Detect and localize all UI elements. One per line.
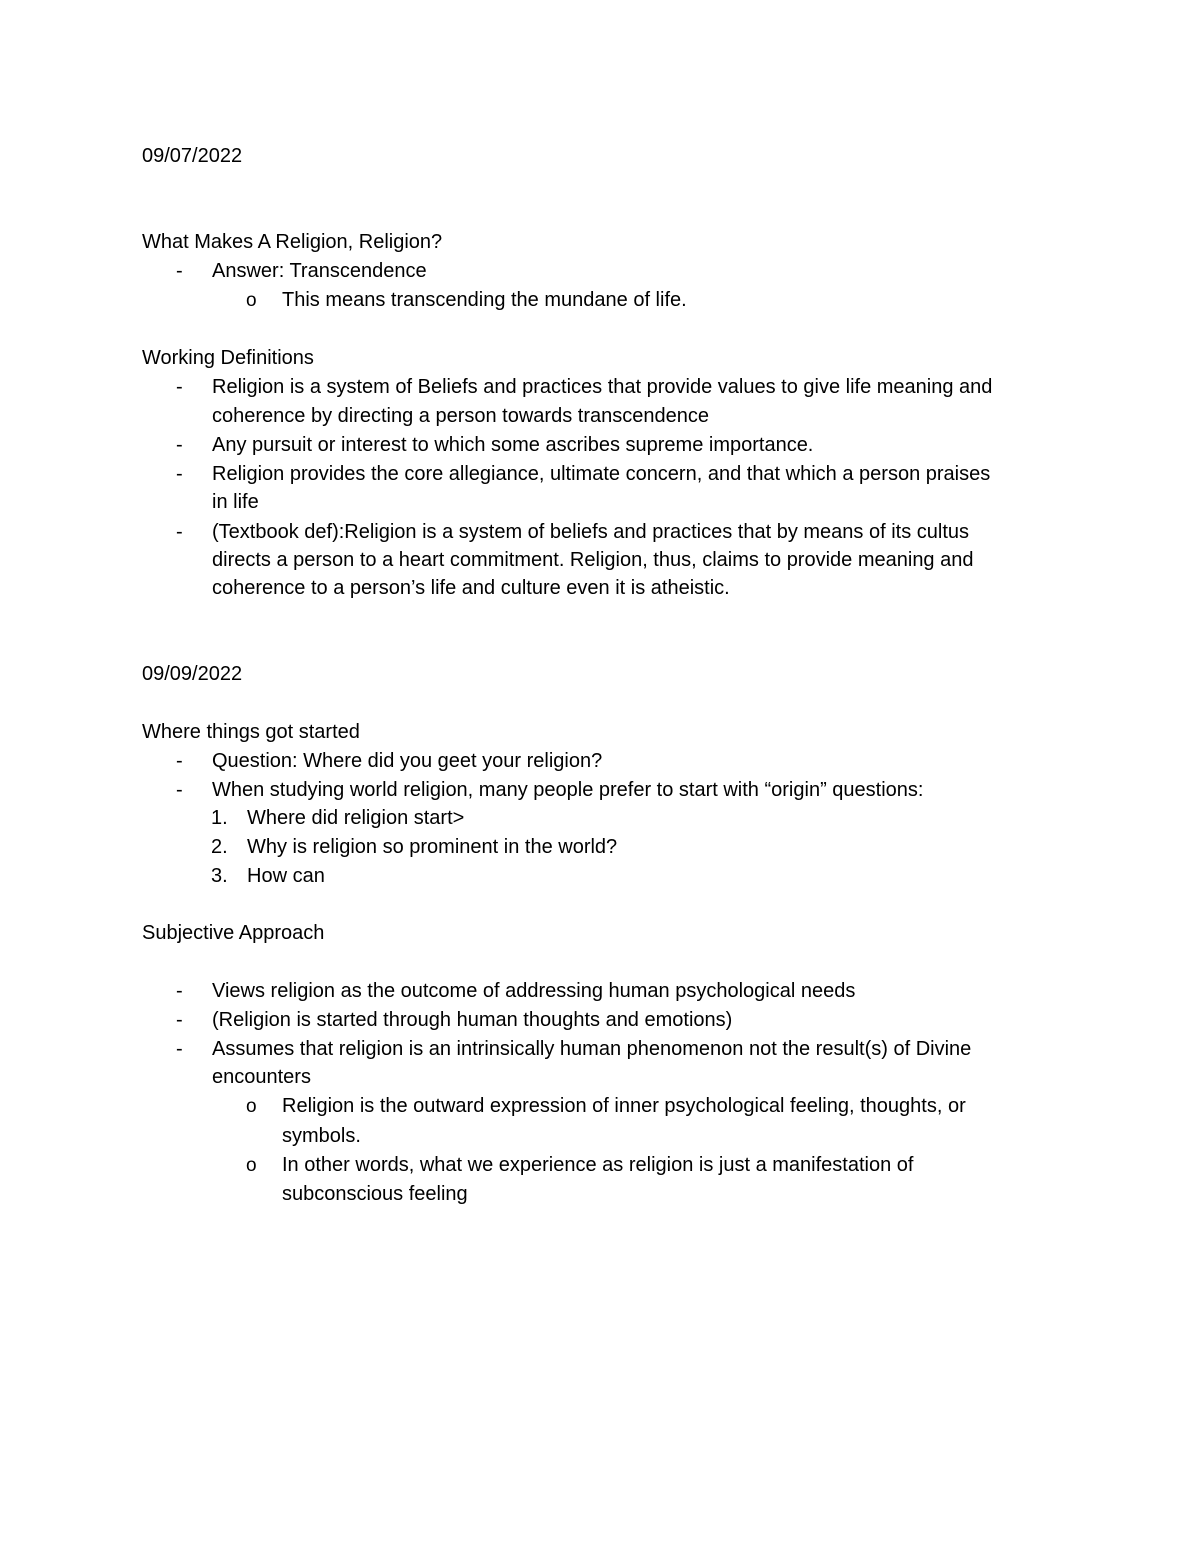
dash-bullet: - bbox=[176, 434, 183, 456]
dash-bullet: - bbox=[176, 1038, 183, 1060]
list-item-line: Religion provides the core allegiance, ultimate concern, and that which a person praises bbox=[212, 463, 991, 485]
list-item: Answer: Transcendence bbox=[212, 260, 427, 282]
dash-bullet: - bbox=[176, 260, 183, 282]
circle-bullet: o bbox=[246, 290, 257, 311]
date-heading: 09/07/2022 bbox=[142, 145, 243, 167]
number-marker: 2. bbox=[211, 836, 228, 858]
circle-bullet: o bbox=[246, 1155, 257, 1176]
list-item-line: Any pursuit or interest to which some ascribes supreme importance. bbox=[212, 434, 814, 456]
numbered-item: Why is religion so prominent in the world? bbox=[247, 836, 618, 858]
dash-bullet: - bbox=[176, 1009, 183, 1031]
section-heading: Subjective Approach bbox=[142, 922, 325, 944]
dash-bullet: - bbox=[176, 376, 183, 398]
dash-bullet: - bbox=[176, 779, 183, 801]
list-item: Question: Where did you geet your religion? bbox=[212, 750, 603, 772]
sub-list-item-line: In other words, what we experience as religion is just a manifestation of bbox=[282, 1154, 914, 1176]
dash-bullet: - bbox=[176, 980, 183, 1002]
section-heading: Where things got started bbox=[142, 721, 360, 743]
section-heading: What Makes A Religion, Religion? bbox=[142, 231, 443, 253]
date-heading: 09/09/2022 bbox=[142, 663, 243, 685]
numbered-item: How can bbox=[247, 865, 325, 887]
circle-bullet: o bbox=[246, 1096, 257, 1117]
numbered-item: Where did religion start> bbox=[247, 807, 465, 829]
list-item-line: coherence to a person’s life and culture even it is atheistic. bbox=[212, 577, 730, 599]
number-marker: 1. bbox=[211, 807, 228, 829]
number-marker: 3. bbox=[211, 865, 228, 887]
list-item-line: (Textbook def):Religion is a system of beliefs and practices that by means of its cultus bbox=[212, 521, 970, 543]
list-item-line: coherence by directing a person towards transcendence bbox=[212, 405, 709, 427]
sub-list-item: This means transcending the mundane of life. bbox=[282, 289, 687, 311]
list-item-line: Religion is a system of Beliefs and practices that provide values to give life meaning and bbox=[212, 376, 993, 398]
sub-list-item-line: subconscious feeling bbox=[282, 1183, 468, 1205]
sub-list-item-line: symbols. bbox=[282, 1125, 361, 1147]
sub-list-item-line: Religion is the outward expression of inner psychological feeling, thoughts, or bbox=[282, 1095, 966, 1117]
dash-bullet: - bbox=[176, 463, 183, 485]
list-item-line: Assumes that religion is an intrinsically human phenomenon not the result(s) of Divine bbox=[212, 1038, 972, 1060]
list-item-line: Views religion as the outcome of addressing human psychological needs bbox=[212, 980, 856, 1002]
list-item-line: encounters bbox=[212, 1066, 311, 1088]
list-item-line: directs a person to a heart commitment. Religion, thus, claims to provide meaning and bbox=[212, 549, 974, 571]
list-item-line: in life bbox=[212, 491, 259, 513]
list-item-line: (Religion is started through human thoughts and emotions) bbox=[212, 1009, 733, 1031]
dash-bullet: - bbox=[176, 521, 183, 543]
dash-bullet: - bbox=[176, 750, 183, 772]
section-heading: Working Definitions bbox=[142, 347, 314, 369]
list-item: When studying world religion, many people prefer to start with “origin” questions: bbox=[212, 779, 924, 801]
